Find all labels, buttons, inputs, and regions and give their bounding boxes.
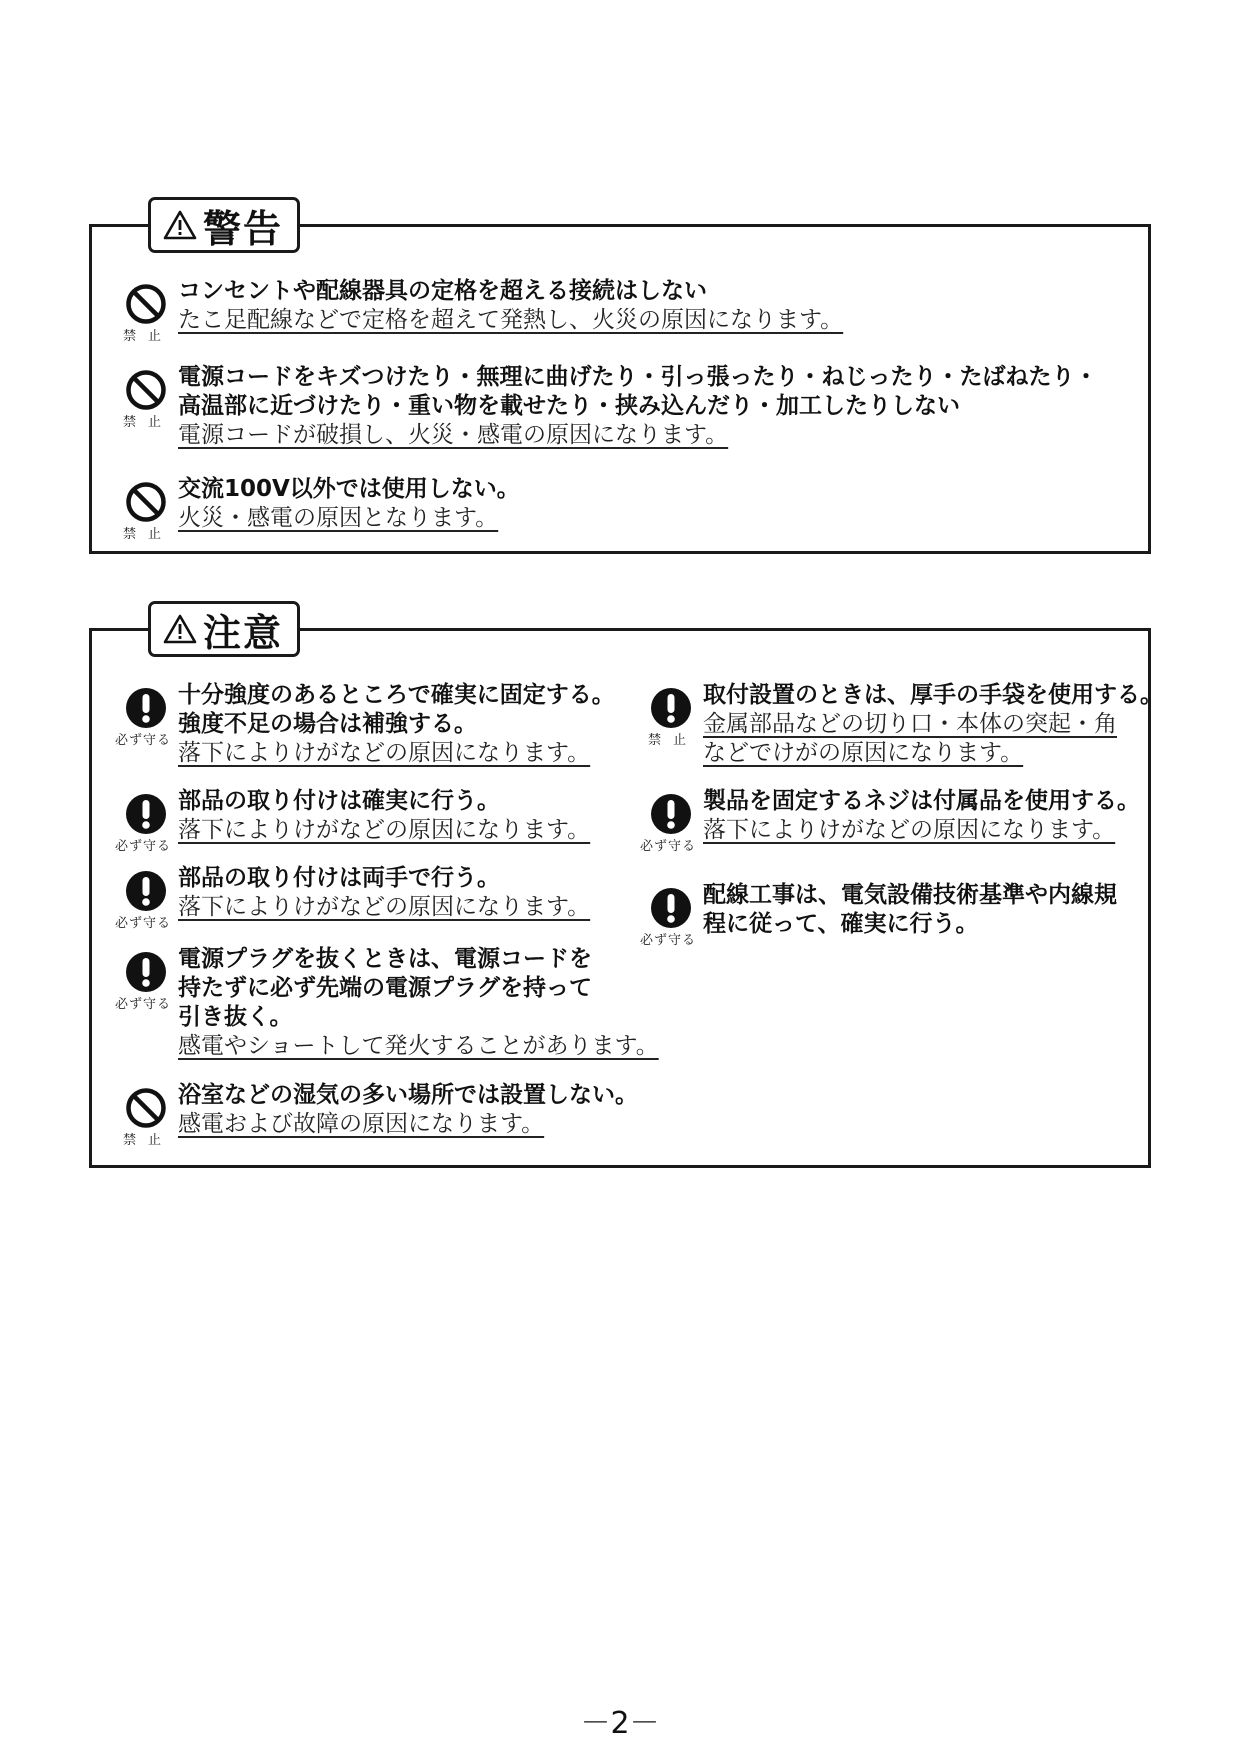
caution-item xyxy=(633,881,1117,948)
warning-note: 電源コードが破損し、火災・感電の原因になります。 xyxy=(178,422,729,448)
mandatory-badge: 必ず守る xyxy=(639,933,696,948)
caution-title: 注意 xyxy=(148,601,300,657)
warning-item xyxy=(108,363,1098,450)
caution-note: 落下によりけがなどの原因になります。 xyxy=(178,740,591,766)
caution-item xyxy=(108,1081,638,1148)
page-number: －2－ xyxy=(580,1706,660,1741)
prohibition-badge: 禁止 xyxy=(122,329,173,344)
prohibition-icon xyxy=(125,481,167,523)
warning-item xyxy=(108,475,520,542)
prohibition-badge: 禁止 xyxy=(122,1133,173,1148)
mandatory-icon xyxy=(650,687,692,729)
caution-note: 落下によりけがなどの原因になります。 xyxy=(178,817,591,843)
caution-text: 部品の取り付けは確実に行う。 xyxy=(178,788,500,814)
caution-item xyxy=(108,681,615,768)
caution-text: 電源プラグを抜くときは、電源コードを xyxy=(178,946,592,972)
prohibition-icon xyxy=(125,283,167,325)
caution-note: 感電および故障の原因になります。 xyxy=(178,1111,545,1137)
mandatory-badge: 必ず守る xyxy=(114,916,171,931)
mandatory-badge: 必ず守る xyxy=(114,839,171,854)
prohibition-badge: 禁止 xyxy=(647,733,698,748)
caution-note: 金属部品などの切り口・本体の突起・角 xyxy=(703,711,1117,737)
prohibition-badge: 禁止 xyxy=(122,415,173,430)
caution-item xyxy=(108,787,591,854)
warning-text: 高温部に近づけたり・重い物を載せたり・挟み込んだり・加工したりしない xyxy=(178,393,960,419)
caution-note: などでけがの原因になります。 xyxy=(703,740,1024,766)
warning-box xyxy=(89,206,1151,554)
caution-text: 引き抜く。 xyxy=(178,1004,293,1030)
caution-text: 配線工事は、電気設備技術基準や内線規 xyxy=(703,882,1117,908)
warning-text: コンセントや配線器具の定格を超える接続はしない xyxy=(178,278,707,304)
caution-text: 持たずに必ず先端の電源プラグを持って xyxy=(178,975,592,1001)
warning-title: 警告 xyxy=(148,197,300,253)
caution-text: 部品の取り付けは両手で行う。 xyxy=(178,865,500,891)
mandatory-icon xyxy=(125,687,167,729)
warning-note: たこ足配線などで定格を超えて発熱し、火災の原因になります。 xyxy=(178,307,844,333)
mandatory-icon xyxy=(650,887,692,929)
caution-item xyxy=(633,787,1140,854)
caution-item xyxy=(108,864,591,931)
caution-box xyxy=(89,610,1163,1168)
caution-note: 落下によりけがなどの原因になります。 xyxy=(703,817,1116,843)
prohibition-icon xyxy=(125,369,167,411)
mandatory-badge: 必ず守る xyxy=(639,839,696,854)
caution-text: 取付設置のときは、厚手の手袋を使用する。 xyxy=(703,682,1163,708)
warning-note: 火災・感電の原因となります。 xyxy=(178,505,499,531)
warning-item xyxy=(108,277,844,344)
caution-text: 十分強度のあるところで確実に固定する。 xyxy=(178,682,615,708)
caution-note: 落下によりけがなどの原因になります。 xyxy=(178,894,591,920)
caution-item xyxy=(633,681,1163,768)
caution-text: 製品を固定するネジは付属品を使用する。 xyxy=(703,788,1140,814)
warning-text: 交流100V以外では使用しない。 xyxy=(178,476,520,502)
warning-triangle-icon xyxy=(163,209,197,241)
mandatory-icon xyxy=(650,793,692,835)
warning-text: 電源コードをキズつけたり・無理に曲げたり・引っ張ったり・ねじったり・たばねたり・ xyxy=(178,364,1098,390)
caution-note: 感電やショートして発火することがあります。 xyxy=(178,1033,659,1059)
prohibition-icon xyxy=(125,1087,167,1129)
caution-item xyxy=(108,945,659,1061)
mandatory-badge: 必ず守る xyxy=(114,997,171,1012)
mandatory-icon xyxy=(125,951,167,993)
caution-text: 程に従って、確実に行う。 xyxy=(703,911,979,937)
caution-text: 強度不足の場合は補強する。 xyxy=(178,711,477,737)
warning-triangle-icon xyxy=(163,613,197,645)
mandatory-badge: 必ず守る xyxy=(114,733,171,748)
caution-text: 浴室などの湿気の多い場所では設置しない。 xyxy=(178,1082,638,1108)
prohibition-badge: 禁止 xyxy=(122,527,173,542)
mandatory-icon xyxy=(125,870,167,912)
mandatory-icon xyxy=(125,793,167,835)
